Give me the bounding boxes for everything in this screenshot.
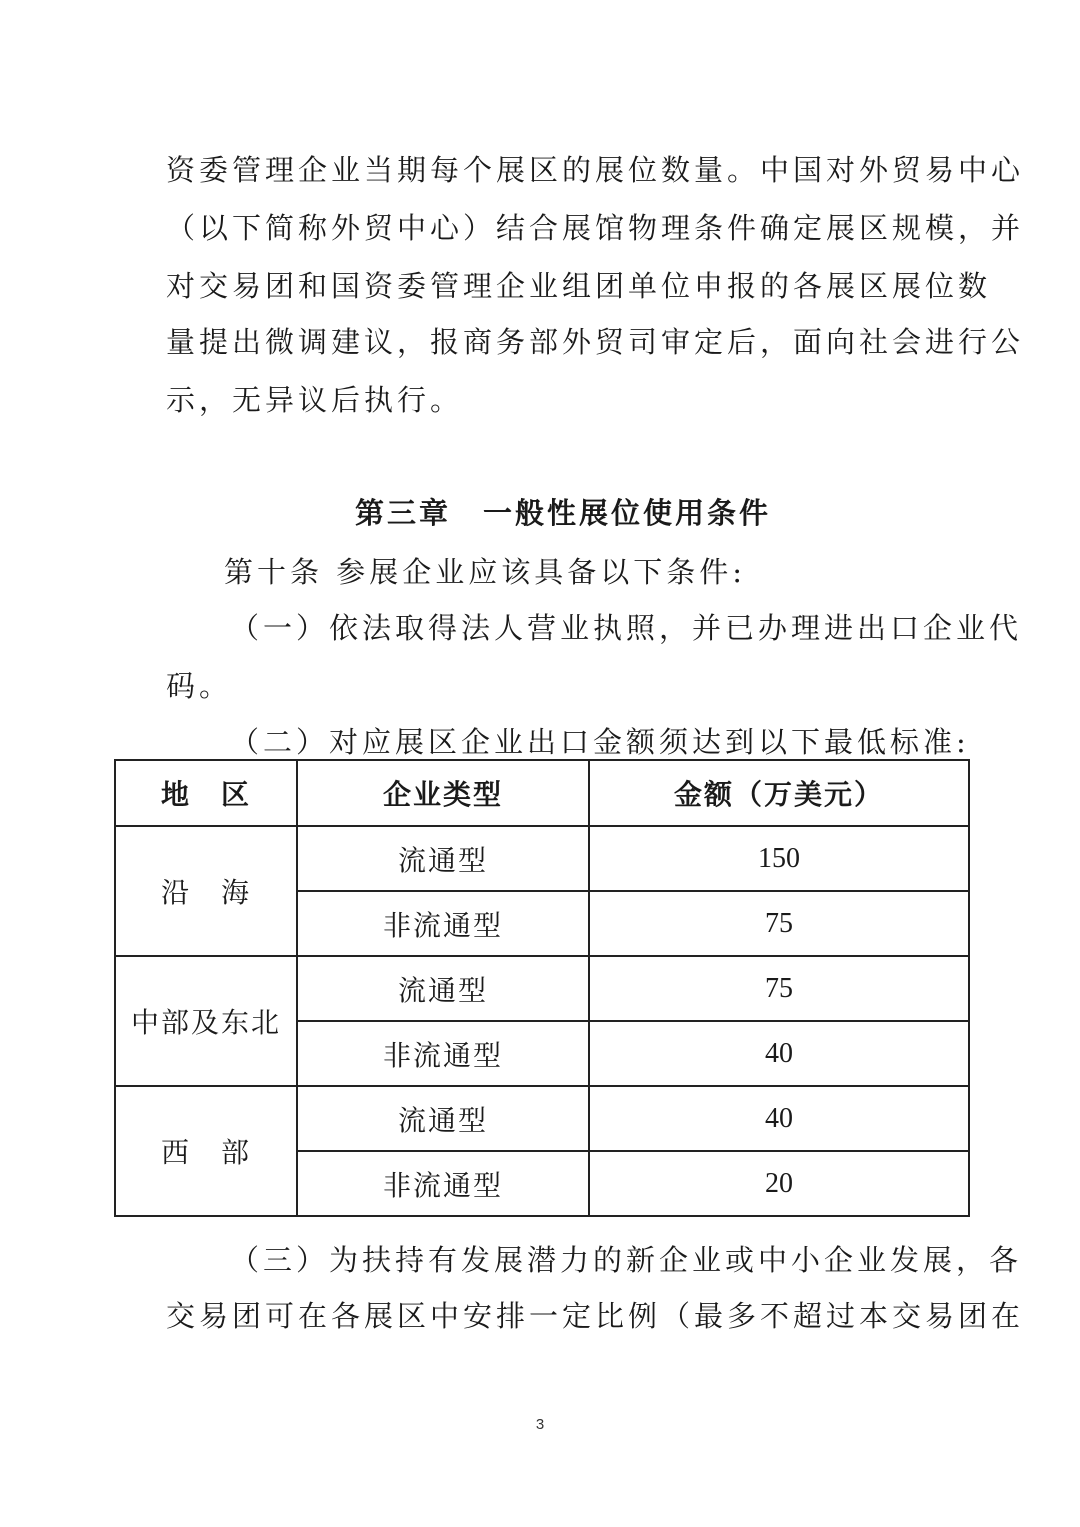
type-cell: 流通型 (297, 956, 589, 1021)
header-amount: 金额（万美元） (589, 760, 969, 826)
item-three-line-2: 交易团可在各展区中安排一定比例（最多不超过本交易团在 (166, 1299, 1025, 1333)
intro-line-3: 对交易团和国资委管理企业组团单位申报的各展区展位数 (166, 269, 992, 303)
item-one-line-2: 码。 (166, 669, 233, 703)
header-enterprise-type: 企业类型 (297, 760, 589, 826)
table-row (115, 956, 969, 1021)
type-cell: 非流通型 (297, 891, 589, 956)
table-row (115, 1086, 969, 1151)
region-cell: 西 部 (115, 1086, 297, 1216)
type-cell: 非流通型 (297, 1151, 589, 1216)
table-header-row (115, 760, 969, 826)
amount-cell: 40 (589, 1021, 969, 1086)
intro-line-4: 量提出微调建议，报商务部外贸司审定后，面向社会进行公 (166, 325, 1025, 359)
amount-cell: 75 (589, 956, 969, 1021)
intro-line-1: 资委管理企业当期每个展区的展位数量。中国对外贸易中心 (166, 153, 1025, 187)
region-cell: 沿 海 (115, 826, 297, 956)
region-cell: 中部及东北 (115, 956, 297, 1086)
amount-cell: 20 (589, 1151, 969, 1216)
type-cell: 流通型 (297, 1086, 589, 1151)
item-two: （二）对应展区企业出口金额须达到以下最低标准: (230, 725, 970, 759)
page-number: 3 (535, 1416, 545, 1433)
intro-line-5: 示，无异议后执行。 (166, 383, 464, 417)
chapter-heading: 第三章 一般性展位使用条件 (355, 496, 772, 530)
item-one-line-1: （一）依法取得法人营业执照，并已办理进出口企业代 (230, 611, 1023, 645)
type-cell: 非流通型 (297, 1021, 589, 1086)
header-region: 地 区 (115, 760, 297, 826)
export-standard-table (114, 759, 970, 1217)
amount-cell: 75 (589, 891, 969, 956)
table-row (115, 826, 969, 891)
intro-line-2: （以下简称外贸中心）结合展馆物理条件确定展区规模，并 (166, 211, 1025, 245)
article-ten: 第十条 参展企业应该具备以下条件: (224, 555, 746, 589)
amount-cell: 150 (589, 826, 969, 891)
item-three-line-1: （三）为扶持有发展潜力的新企业或中小企业发展，各 (230, 1243, 1023, 1277)
amount-cell: 40 (589, 1086, 969, 1151)
type-cell: 流通型 (297, 826, 589, 891)
